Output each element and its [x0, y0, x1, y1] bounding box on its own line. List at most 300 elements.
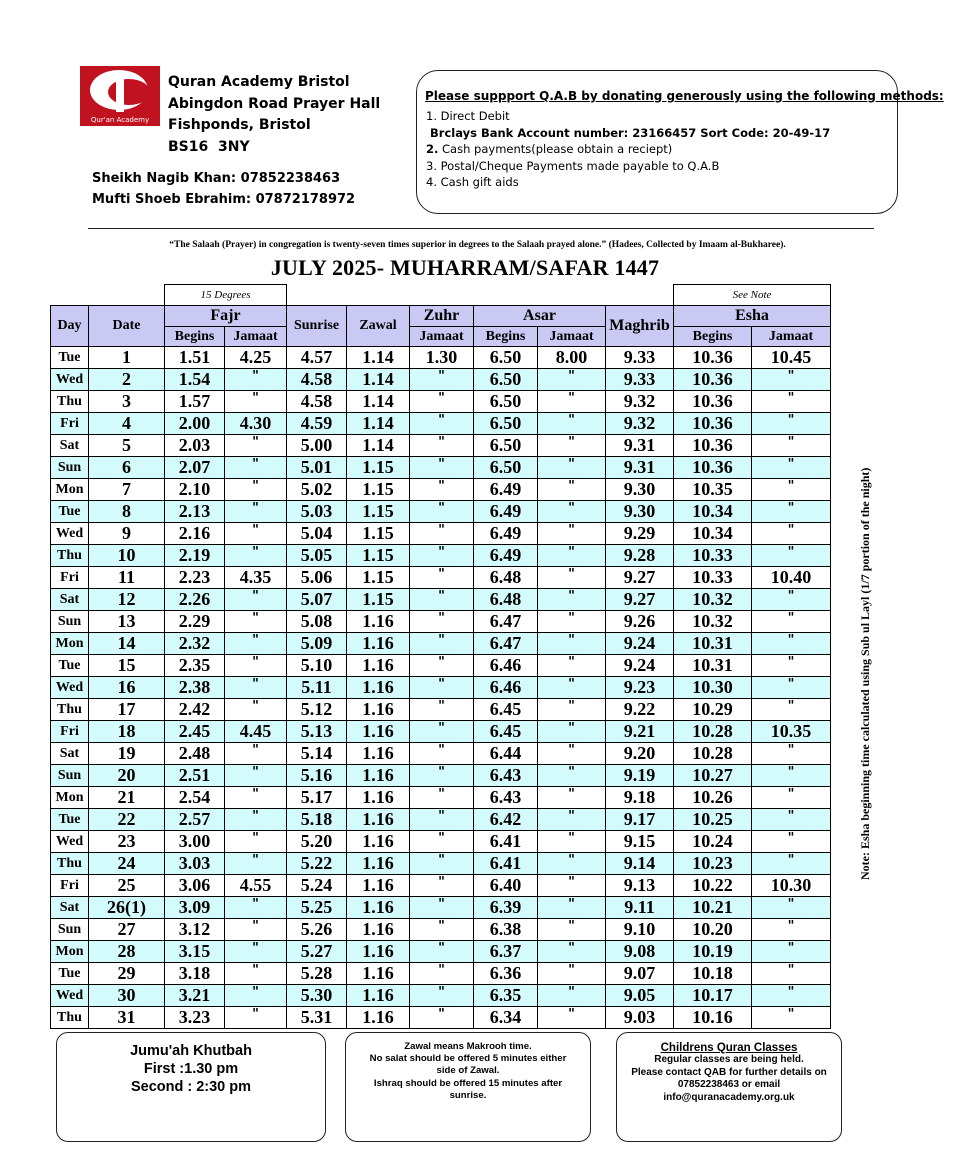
cell-maghrib: 9.24: [606, 633, 674, 655]
academy-logo: [80, 66, 160, 126]
cell-fajr-begins: 2.57: [165, 809, 225, 831]
cell-sunrise: 5.05: [287, 545, 347, 567]
table-row: [51, 347, 831, 369]
cell-esha-jamaat: 10.40: [752, 567, 831, 589]
header-maghrib: Maghrib: [606, 306, 674, 347]
cell-fajr-jamaat: ": [225, 611, 287, 633]
cell-esha-begins: 10.35: [674, 479, 752, 501]
cell-maghrib: 9.21: [606, 721, 674, 743]
donation-box: [416, 70, 944, 214]
cell-asar-jamaat: ": [538, 633, 606, 655]
cell-day: Thu: [51, 1007, 89, 1029]
cell-fajr-jamaat: ": [225, 523, 287, 545]
cell-fajr-jamaat: ": [225, 1007, 287, 1029]
cell-sunrise: 5.16: [287, 765, 347, 787]
table-row: [51, 1007, 831, 1029]
cell-esha-jamaat: ": [752, 633, 831, 655]
cell-fajr-jamaat: ": [225, 809, 287, 831]
cell-day: Sun: [51, 765, 89, 787]
header-day: Day: [51, 306, 89, 347]
cell-zawal: 1.16: [347, 1007, 410, 1029]
table-row: [51, 677, 831, 699]
cell-esha-jamaat: ": [752, 501, 831, 523]
cell-maghrib: 9.23: [606, 677, 674, 699]
cell-zawal: 1.16: [347, 897, 410, 919]
table-row: [51, 897, 831, 919]
cell-day: Tue: [51, 809, 89, 831]
cell-esha-begins: 10.18: [674, 963, 752, 985]
cell-date: 3: [89, 391, 165, 413]
cell-zuhr-jamaat: ": [410, 611, 474, 633]
donation-line-direct-debit: 1. Direct Debit: [426, 109, 510, 123]
cell-zuhr-jamaat: ": [410, 545, 474, 567]
cell-date: 11: [89, 567, 165, 589]
table-row: [51, 941, 831, 963]
table-row: [51, 655, 831, 677]
cell-day: Wed: [51, 369, 89, 391]
org-hall: Abingdon Road Prayer Hall: [168, 95, 381, 112]
cell-esha-jamaat: ": [752, 479, 831, 501]
cell-date: 15: [89, 655, 165, 677]
cell-date: 2: [89, 369, 165, 391]
cell-asar-jamaat: ": [538, 611, 606, 633]
header-date: Date: [89, 306, 165, 347]
cell-esha-begins: 10.33: [674, 545, 752, 567]
cell-fajr-jamaat: ": [225, 633, 287, 655]
cell-fajr-jamaat: ": [225, 545, 287, 567]
cell-zawal: 1.16: [347, 963, 410, 985]
cell-sunrise: 5.27: [287, 941, 347, 963]
cell-esha-jamaat: ": [752, 897, 831, 919]
cell-esha-begins: 10.34: [674, 523, 752, 545]
cell-asar-jamaat: ": [538, 391, 606, 413]
header-esha-jamaat: Jamaat: [752, 327, 831, 347]
header-asar: Asar: [474, 306, 606, 327]
table-row: [51, 391, 831, 413]
cell-zuhr-jamaat: ": [410, 435, 474, 457]
cell-esha-begins: 10.19: [674, 941, 752, 963]
cell-asar-jamaat: ": [538, 985, 606, 1007]
cell-day: Sat: [51, 435, 89, 457]
cell-day: Thu: [51, 391, 89, 413]
cell-day: Sun: [51, 611, 89, 633]
cell-fajr-begins: 1.57: [165, 391, 225, 413]
cell-esha-begins: 10.31: [674, 633, 752, 655]
cell-maghrib: 9.10: [606, 919, 674, 941]
cell-esha-jamaat: 10.30: [752, 875, 831, 897]
cell-sunrise: 5.17: [287, 787, 347, 809]
cell-zawal: 1.16: [347, 633, 410, 655]
cell-fajr-begins: 2.51: [165, 765, 225, 787]
donation-line-cheque: 3. Postal/Cheque Payments made payable to Q.A.B: [426, 158, 720, 173]
cell-date: 27: [89, 919, 165, 941]
org-area: Fishponds, Bristol: [168, 117, 311, 133]
cell-fajr-jamaat: ": [225, 479, 287, 501]
cell-day: Tue: [51, 655, 89, 677]
cell-asar-begins: 6.38: [474, 919, 538, 941]
cell-date: 10: [89, 545, 165, 567]
cell-fajr-jamaat: ": [225, 457, 287, 479]
page-title: JULY 2025- MUHARRAM/SAFAR 1447: [270, 255, 660, 280]
cell-date: 6: [89, 457, 165, 479]
zawal-note-box: [345, 1032, 591, 1142]
cell-date: 8: [89, 501, 165, 523]
cell-asar-jamaat: ": [538, 677, 606, 699]
cell-day: Sat: [51, 589, 89, 611]
cell-esha-jamaat: ": [752, 457, 831, 479]
cell-esha-jamaat: ": [752, 369, 831, 391]
cell-fajr-jamaat: ": [225, 501, 287, 523]
cell-date: 26(1): [89, 897, 165, 919]
cell-maghrib: 9.05: [606, 985, 674, 1007]
cell-esha-jamaat: ": [752, 809, 831, 831]
cell-asar-jamaat: ": [538, 941, 606, 963]
cell-esha-begins: 10.32: [674, 589, 752, 611]
cell-maghrib: 9.24: [606, 655, 674, 677]
cell-day: Sun: [51, 919, 89, 941]
cell-esha-jamaat: ": [752, 545, 831, 567]
cell-fajr-begins: 2.16: [165, 523, 225, 545]
cell-asar-begins: 6.36: [474, 963, 538, 985]
cell-fajr-jamaat: 4.55: [225, 875, 287, 897]
cell-day: Sat: [51, 743, 89, 765]
table-row: [51, 743, 831, 765]
header-fajr: Fajr: [165, 306, 287, 327]
hadees-quote: “The Salaah (Prayer) in congregation is twenty-seven times superior in degrees to the Salaah prayed alone.” (Hadees, Collected by Imaam al-Bukharee).: [169, 240, 786, 250]
cell-zuhr-jamaat: ": [410, 633, 474, 655]
cell-day: Fri: [51, 721, 89, 743]
cell-zawal: 1.15: [347, 545, 410, 567]
cell-sunrise: 5.06: [287, 567, 347, 589]
cell-esha-begins: 10.22: [674, 875, 752, 897]
cell-asar-begins: 6.50: [474, 391, 538, 413]
cell-esha-begins: 10.36: [674, 435, 752, 457]
table-row: [51, 435, 831, 457]
cell-sunrise: 5.24: [287, 875, 347, 897]
cell-zawal: 1.15: [347, 589, 410, 611]
cell-fajr-begins: 2.23: [165, 567, 225, 589]
cell-zuhr-jamaat: ": [410, 875, 474, 897]
header-zuhr-jamaat: Jamaat: [410, 327, 474, 347]
cell-sunrise: 4.57: [287, 347, 347, 369]
cell-maghrib: 9.07: [606, 963, 674, 985]
header-sunrise: Sunrise: [287, 306, 347, 347]
header-zuhr: Zuhr: [410, 306, 474, 327]
cell-maghrib: 9.32: [606, 413, 674, 435]
cell-esha-begins: 10.33: [674, 567, 752, 589]
header-esha-begins: Begins: [674, 327, 752, 347]
cell-fajr-jamaat: ": [225, 765, 287, 787]
cell-day: Mon: [51, 633, 89, 655]
header-asar-jamaat: Jamaat: [538, 327, 606, 347]
quran-classes-box: [616, 1032, 842, 1142]
table-row: [51, 809, 831, 831]
zawal-line: No salat should be offered 5 minutes either: [369, 1053, 567, 1065]
cell-fajr-begins: 2.35: [165, 655, 225, 677]
cell-fajr-jamaat: 4.45: [225, 721, 287, 743]
cell-zuhr-jamaat: ": [410, 787, 474, 809]
cell-esha-begins: 10.25: [674, 809, 752, 831]
cell-esha-begins: 10.26: [674, 787, 752, 809]
jumuah-second: Second : 2:30 pm: [130, 1079, 252, 1095]
cell-zawal: 1.16: [347, 853, 410, 875]
cell-sunrise: 5.28: [287, 963, 347, 985]
cell-fajr-jamaat: ": [225, 897, 287, 919]
cell-maghrib: 9.28: [606, 545, 674, 567]
cell-date: 25: [89, 875, 165, 897]
donation-line-gift-aid: 4. Cash gift aids: [426, 175, 519, 189]
cell-zawal: 1.16: [347, 941, 410, 963]
cell-esha-jamaat: ": [752, 985, 831, 1007]
donation-line-cash: 2. Cash payments(please obtain a reciept): [426, 142, 673, 156]
cell-fajr-jamaat: 4.25: [225, 347, 287, 369]
cell-maghrib: 9.18: [606, 787, 674, 809]
cell-asar-jamaat: ": [538, 897, 606, 919]
donation-title: Please suppport Q.A.B by donating generously using the following methods:: [425, 89, 944, 103]
cell-asar-begins: 6.34: [474, 1007, 538, 1029]
cell-fajr-begins: 2.54: [165, 787, 225, 809]
cell-fajr-jamaat: ": [225, 435, 287, 457]
table-row: [51, 369, 831, 391]
cell-esha-begins: 10.23: [674, 853, 752, 875]
cell-esha-jamaat: ": [752, 699, 831, 721]
header-fajr-jamaat: Jamaat: [225, 327, 287, 347]
cell-fajr-jamaat: ": [225, 743, 287, 765]
cell-sunrise: 4.58: [287, 369, 347, 391]
cell-fajr-begins: 3.06: [165, 875, 225, 897]
zawal-line: sunrise.: [449, 1089, 487, 1101]
table-row: [51, 633, 831, 655]
cell-date: 5: [89, 435, 165, 457]
cell-asar-begins: 6.50: [474, 347, 538, 369]
cell-fajr-begins: 3.03: [165, 853, 225, 875]
cell-day: Wed: [51, 831, 89, 853]
cell-sunrise: 5.11: [287, 677, 347, 699]
cell-asar-jamaat: ": [538, 765, 606, 787]
cell-asar-jamaat: ": [538, 919, 606, 941]
esha-note: See Note: [674, 285, 831, 306]
cell-maghrib: 9.17: [606, 809, 674, 831]
cell-esha-begins: 10.36: [674, 457, 752, 479]
cell-zuhr-jamaat: ": [410, 677, 474, 699]
cell-sunrise: 5.13: [287, 721, 347, 743]
table-row: [51, 523, 831, 545]
cell-fajr-begins: 2.00: [165, 413, 225, 435]
cell-zawal: 1.15: [347, 567, 410, 589]
cell-sunrise: 5.03: [287, 501, 347, 523]
contact-list: [92, 168, 355, 210]
cell-date: 31: [89, 1007, 165, 1029]
header-zawal: Zawal: [347, 306, 410, 347]
table-row: [51, 457, 831, 479]
cell-maghrib: 9.27: [606, 589, 674, 611]
cell-maghrib: 9.27: [606, 567, 674, 589]
cell-esha-begins: 10.28: [674, 743, 752, 765]
prayer-timetable: [50, 284, 831, 1029]
table-row: [51, 831, 831, 853]
cell-zuhr-jamaat: ": [410, 413, 474, 435]
cell-esha-begins: 10.27: [674, 765, 752, 787]
cell-zawal: 1.16: [347, 809, 410, 831]
cell-asar-jamaat: ": [538, 787, 606, 809]
cell-zuhr-jamaat: ": [410, 963, 474, 985]
cell-esha-begins: 10.32: [674, 611, 752, 633]
cell-fajr-jamaat: ": [225, 985, 287, 1007]
cell-zuhr-jamaat: ": [410, 831, 474, 853]
cell-esha-jamaat: ": [752, 743, 831, 765]
cell-sunrise: 5.22: [287, 853, 347, 875]
cell-esha-jamaat: ": [752, 391, 831, 413]
cell-asar-begins: 6.39: [474, 897, 538, 919]
donation-line-bank: Brclays Bank Account number: 23166457 Sort Code: 20-49-17: [426, 125, 831, 140]
cell-esha-jamaat: ": [752, 963, 831, 985]
cell-zuhr-jamaat: ": [410, 1007, 474, 1029]
cell-date: 9: [89, 523, 165, 545]
cell-maghrib: 9.14: [606, 853, 674, 875]
cell-zuhr-jamaat: ": [410, 985, 474, 1007]
cell-maghrib: 9.08: [606, 941, 674, 963]
cell-date: 18: [89, 721, 165, 743]
table-row: [51, 787, 831, 809]
cell-asar-begins: 6.48: [474, 589, 538, 611]
cell-asar-begins: 6.48: [474, 567, 538, 589]
cell-day: Wed: [51, 523, 89, 545]
cell-asar-begins: 6.50: [474, 457, 538, 479]
organisation-address: [168, 72, 380, 158]
logo-caption: Qur'an Academy: [90, 116, 150, 124]
cell-asar-begins: 6.44: [474, 743, 538, 765]
cell-asar-jamaat: ": [538, 589, 606, 611]
cell-zawal: 1.16: [347, 611, 410, 633]
cell-zuhr-jamaat: ": [410, 369, 474, 391]
cell-day: Tue: [51, 963, 89, 985]
cell-esha-begins: 10.34: [674, 501, 752, 523]
cell-esha-begins: 10.28: [674, 721, 752, 743]
cell-zuhr-jamaat: ": [410, 523, 474, 545]
cell-asar-jamaat: ": [538, 743, 606, 765]
cell-zuhr-jamaat: ": [410, 897, 474, 919]
table-row: [51, 501, 831, 523]
cell-fajr-begins: 2.45: [165, 721, 225, 743]
cell-zawal: 1.14: [347, 391, 410, 413]
cell-esha-jamaat: ": [752, 589, 831, 611]
cell-asar-begins: 6.47: [474, 611, 538, 633]
cell-fajr-begins: 2.29: [165, 611, 225, 633]
cell-day: Fri: [51, 875, 89, 897]
cell-day: Wed: [51, 677, 89, 699]
cell-sunrise: 4.58: [287, 391, 347, 413]
jumuah-title: Jumu'ah Khutbah: [130, 1043, 252, 1059]
cell-esha-jamaat: 10.35: [752, 721, 831, 743]
cell-sunrise: 5.00: [287, 435, 347, 457]
cell-zawal: 1.16: [347, 655, 410, 677]
cell-date: 12: [89, 589, 165, 611]
cell-esha-jamaat: ": [752, 853, 831, 875]
cell-fajr-begins: 2.42: [165, 699, 225, 721]
cell-zawal: 1.16: [347, 721, 410, 743]
cell-fajr-begins: 3.09: [165, 897, 225, 919]
cell-esha-begins: 10.16: [674, 1007, 752, 1029]
cell-zawal: 1.16: [347, 919, 410, 941]
cell-date: 13: [89, 611, 165, 633]
cell-fajr-begins: 1.51: [165, 347, 225, 369]
table-row: [51, 963, 831, 985]
table-row: [51, 985, 831, 1007]
cell-zuhr-jamaat: ": [410, 743, 474, 765]
cell-sunrise: 5.14: [287, 743, 347, 765]
cell-asar-jamaat: ": [538, 369, 606, 391]
cell-asar-begins: 6.40: [474, 875, 538, 897]
cell-zuhr-jamaat: ": [410, 721, 474, 743]
cell-asar-jamaat: 8.00: [538, 347, 606, 369]
cell-asar-begins: 6.50: [474, 369, 538, 391]
cell-maghrib: 9.31: [606, 457, 674, 479]
cell-asar-begins: 6.45: [474, 699, 538, 721]
cell-sunrise: 5.20: [287, 831, 347, 853]
cell-zuhr-jamaat: ": [410, 567, 474, 589]
cell-esha-begins: 10.36: [674, 347, 752, 369]
cell-date: 16: [89, 677, 165, 699]
cell-asar-jamaat: ": [538, 523, 606, 545]
cell-fajr-jamaat: ": [225, 919, 287, 941]
cell-esha-jamaat: ": [752, 413, 831, 435]
table-row: [51, 611, 831, 633]
cell-zawal: 1.16: [347, 677, 410, 699]
cell-fajr-begins: 3.00: [165, 831, 225, 853]
cell-esha-begins: 10.17: [674, 985, 752, 1007]
header-asar-begins: Begins: [474, 327, 538, 347]
cell-zuhr-jamaat: ": [410, 655, 474, 677]
cell-zawal: 1.16: [347, 831, 410, 853]
fajr-degrees-note: 15 Degrees: [165, 285, 287, 306]
cell-maghrib: 9.32: [606, 391, 674, 413]
table-row: [51, 699, 831, 721]
cell-fajr-jamaat: ": [225, 369, 287, 391]
cell-fajr-begins: 3.18: [165, 963, 225, 985]
cell-esha-jamaat: ": [752, 787, 831, 809]
header-fajr-begins: Begins: [165, 327, 225, 347]
cell-esha-jamaat: ": [752, 831, 831, 853]
cell-esha-jamaat: ": [752, 655, 831, 677]
cell-fajr-jamaat: 4.35: [225, 567, 287, 589]
table-row: [51, 919, 831, 941]
cell-esha-jamaat: ": [752, 765, 831, 787]
cell-day: Tue: [51, 501, 89, 523]
cell-fajr-jamaat: ": [225, 831, 287, 853]
cell-zuhr-jamaat: 1.30: [410, 347, 474, 369]
cell-date: 1: [89, 347, 165, 369]
esha-calculation-note: Note: Esha beginning time calculated using Sub ul Layl (1/7 portion of the night): [858, 467, 872, 880]
cell-date: 17: [89, 699, 165, 721]
cell-asar-begins: 6.49: [474, 523, 538, 545]
cell-date: 28: [89, 941, 165, 963]
cell-esha-jamaat: ": [752, 919, 831, 941]
cell-fajr-begins: 3.12: [165, 919, 225, 941]
cell-zawal: 1.16: [347, 699, 410, 721]
cell-maghrib: 9.19: [606, 765, 674, 787]
cell-asar-jamaat: ": [538, 501, 606, 523]
cell-zawal: 1.16: [347, 985, 410, 1007]
cell-asar-jamaat: ": [538, 479, 606, 501]
cell-zawal: 1.16: [347, 875, 410, 897]
cell-day: Mon: [51, 941, 89, 963]
cell-maghrib: 9.31: [606, 435, 674, 457]
cell-asar-begins: 6.49: [474, 501, 538, 523]
cell-day: Thu: [51, 699, 89, 721]
jumuah-box: [56, 1032, 326, 1142]
cell-sunrise: 5.09: [287, 633, 347, 655]
classes-line: Please contact QAB for further details on: [631, 1066, 827, 1078]
